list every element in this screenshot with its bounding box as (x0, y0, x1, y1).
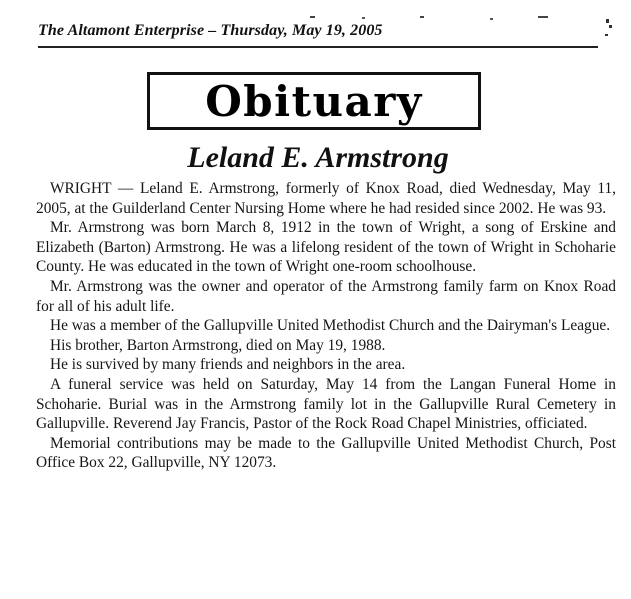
masthead-title: The Altamont Enterprise – Thursday, May 19, 2005 (38, 22, 383, 39)
paragraph-funeral: A funeral service was held on Saturday, May 14 from the Langan Funeral Home in Schoharie. Burial was in the Armstrong family lot in the Gallupville Rural Cemetery in Gallupville. Reverend Jay Francis, Pastor of the Rock Road Chapel Ministries, officiated. (36, 375, 616, 433)
paragraph-brother: His brother, Barton Armstrong, died on May 19, 1988. (50, 336, 386, 354)
speck (420, 16, 424, 18)
masthead (38, 22, 598, 48)
deceased-name: Leland E. Armstrong (187, 141, 449, 174)
paragraph-occupation: Mr. Armstrong was the owner and operator of the Armstrong family farm on Knox Road for all of his adult life. (36, 277, 616, 315)
paragraph-survivors: He is survived by many friends and neighbors in the area. (50, 356, 406, 374)
speck (538, 16, 548, 18)
speck (362, 17, 365, 19)
paragraph-birth: Mr. Armstrong was born March 8, 1912 in the town of Wright, a song of Erskine and Elizabeth (Barton) Armstrong. He was a lifelong resident of the town of Wright in Schoharie County. He was educated in the town of Wright one-room schoolhouse. (36, 219, 616, 276)
paragraph-death-notice: WRIGHT — Leland E. Armstrong, formerly of Knox Road, died Wednesday, May 11, 2005, at the Guilderland Center Nursing Home where he had resided since 2002. He was 93. (36, 180, 616, 217)
speck (310, 16, 315, 18)
banner-label: Obituary (205, 77, 423, 126)
speck (605, 34, 608, 36)
speck (490, 18, 493, 20)
obituary-banner (147, 72, 481, 130)
paragraph-memorial: Memorial contributions may be made to the Gallupville United Methodist Church, Post Office Box 22, Gallupville, NY 12073. (36, 434, 616, 472)
paragraph-membership: He was a member of the Gallupville United Methodist Church and the Dairyman's League. (50, 317, 611, 335)
edge-mark (609, 25, 612, 28)
speck (606, 19, 609, 23)
obituary-body (36, 179, 616, 473)
